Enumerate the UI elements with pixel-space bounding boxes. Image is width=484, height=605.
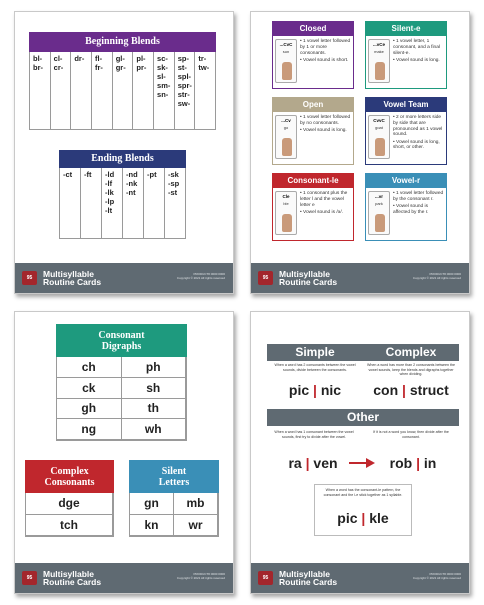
hand-sign-icon: Cle ble [275, 191, 297, 235]
blend-item: bl- [33, 54, 43, 63]
description-point: • 1 consonant plus the letter l and the vowel letter e [300, 191, 348, 208]
syllable-type-title: Vowel-r [366, 174, 446, 188]
syllable-type-card [272, 21, 354, 89]
brand-logo-icon: 95 [22, 571, 37, 585]
syllable-type-title: Closed [273, 22, 353, 36]
blend-item: sc- [157, 54, 168, 63]
syllable-type-card [365, 173, 447, 241]
blend-item: pr- [136, 63, 147, 72]
description-point: • Vowel sound is affected by the r. [393, 204, 429, 215]
card-footer: 95 Multisyllable Routine Cards PRODUCT# 0000 0000 Copyright © 2021 All rights reserved [251, 563, 469, 593]
blend-item: -ct [63, 170, 73, 179]
blend-item: sw- [177, 99, 191, 108]
blend-item: -lf [105, 179, 113, 188]
syllable-type-title: Silent-e [366, 22, 446, 36]
blend-column [144, 168, 165, 238]
blend-item: fr- [95, 63, 103, 72]
description-point: • 1 vowel letter followed by no consonants. [300, 115, 351, 126]
blend-column [133, 52, 154, 129]
hand-sign-icon: ...Cv go [275, 115, 297, 159]
simple-header: Simple [267, 344, 363, 361]
hand-sign-icon: ...vCe make [368, 39, 390, 83]
blend-item: -nk [126, 179, 138, 188]
blend-item: spr- [177, 81, 192, 90]
other-example-word-1: ra | ven [288, 455, 338, 471]
dividing-patterns-card [250, 311, 470, 594]
blend-item: -pt [147, 170, 157, 179]
blend-item: fl- [95, 54, 103, 63]
letter-cell: wh [122, 419, 187, 440]
blend-item: sn- [157, 90, 169, 99]
complex-consonants-grid [25, 493, 114, 537]
blend-item: tr- [198, 54, 207, 63]
syllable-type-description [393, 191, 444, 235]
syllable-type-card [272, 173, 354, 241]
silent-letters-grid [129, 493, 219, 537]
syllable-type-title: Consonant-le [273, 174, 353, 188]
hand-sign-icon: CvvC goat [368, 115, 390, 159]
ending-blends-grid [59, 168, 186, 239]
letter-cell: ck [57, 378, 122, 399]
letter-cell: gh [57, 399, 122, 420]
brand-logo-icon: 95 [258, 271, 273, 285]
description-point: • Vowel sound is long. [300, 128, 347, 134]
letter-cell: ng [57, 419, 122, 440]
digraphs-card [14, 311, 234, 594]
letter-cell: wr [174, 515, 218, 537]
description-point: • Vowel sound is long, short, or other. [393, 139, 440, 151]
complex-description: When a word has more than 2 consonants between the vowel sounds, keep the blends and digraphs together when dividing. [366, 363, 456, 376]
syllable-type-description [300, 115, 351, 159]
consonant-le-example-word: pic | kle [337, 510, 389, 526]
blend-item: -ld [105, 170, 115, 179]
syllable-type-card [365, 21, 447, 89]
complex-consonants-header: Complex Consonants [25, 460, 114, 493]
blend-item: str- [177, 90, 190, 99]
syllable-type-title: Open [273, 98, 353, 112]
letter-cell: kn [130, 515, 174, 537]
letter-cell: ph [122, 357, 187, 378]
ending-blends-header: Ending Blends [59, 150, 186, 168]
letter-cell: th [122, 399, 187, 420]
syllable-type-description [300, 39, 351, 83]
blends-card [14, 11, 234, 294]
blend-item: -nt [126, 188, 136, 197]
blend-item: -lk [105, 188, 114, 197]
simple-description: When a word has 2 consonants between the vowel sounds, divide between the consonants. [274, 363, 356, 372]
blend-item: -lp [105, 197, 115, 206]
description-point: • Vowel sound is short. [300, 57, 349, 63]
other-header: Other [267, 409, 459, 426]
blend-item: sp- [177, 54, 189, 63]
blend-column [154, 52, 175, 129]
syllable-type-description [393, 115, 444, 159]
blend-column [123, 168, 144, 238]
card-footer: 95 Multisyllable Routine Cards PRODUCT# 0000 0000 Copyright © 2021 All rights reserved [15, 563, 233, 593]
syllable-type-title: Vowel Team [366, 98, 446, 112]
blend-item: -sk [168, 170, 179, 179]
blend-item: cl- [53, 54, 63, 63]
blend-item: sk- [157, 63, 168, 72]
complex-header: Complex [363, 344, 459, 361]
beginning-blends-header: Beginning Blends [29, 32, 216, 52]
consonant-digraphs-header: Consonant Digraphs [56, 324, 187, 357]
syllable-type-card [272, 97, 354, 165]
description-point: • 1 vowel letter followed by the consonant r. [393, 191, 444, 202]
blend-item: -lt [105, 206, 113, 215]
blend-column [102, 168, 123, 238]
syllable-type-card [365, 97, 447, 165]
blend-item: gl- [115, 54, 125, 63]
blend-column [195, 52, 215, 129]
description-point: • Vowel sound is long. [393, 57, 440, 63]
description-point: • 1 vowel letter, 1 consonant, and a final silent-e. [393, 39, 440, 56]
complex-example-word: con | struct [373, 382, 449, 398]
blend-item: sm- [157, 81, 171, 90]
description-point: • 1 vowel letter followed by 1 or more consonants. [300, 39, 351, 56]
blend-item: cr- [53, 63, 64, 72]
hand-sign-icon: ...vr park [368, 191, 390, 235]
card-footer: 95 Multisyllable Routine Cards PRODUCT# 0000 0000 Copyright © 2021 All rights reserved [15, 263, 233, 293]
letter-cell: ch [57, 357, 122, 378]
blend-item: -ft [84, 170, 92, 179]
letter-cell: gn [130, 493, 174, 515]
blend-item: sl- [157, 72, 166, 81]
blend-item: tw- [198, 63, 210, 72]
blend-column [71, 52, 92, 129]
blend-item: spl- [177, 72, 192, 81]
letter-cell: tch [26, 515, 113, 537]
blend-item: st- [177, 63, 187, 72]
description-point: • Vowel sound is /ə/. [300, 209, 344, 215]
simple-example-word: pic | nic [288, 382, 342, 398]
blend-column [81, 168, 102, 238]
card-footer: 95 Multisyllable Routine Cards PRODUCT# 0000 0000 Copyright © 2021 All rights reserved [251, 263, 469, 293]
consonant-digraphs-grid [56, 357, 187, 441]
blend-item: dr- [74, 54, 85, 63]
hand-sign-icon: ...CvC sun [275, 39, 297, 83]
brand-logo-icon: 95 [258, 571, 273, 585]
description-point: • 2 or more letters side by side that are pronounced as 1 vowel sound. [393, 115, 443, 138]
other-example-word-2: rob | in [389, 455, 437, 471]
letter-cell: dge [26, 493, 113, 515]
blend-item: -st [168, 188, 178, 197]
blend-item: gr- [115, 63, 126, 72]
blend-column [175, 52, 196, 129]
blend-column [165, 168, 185, 238]
blend-column [92, 52, 113, 129]
letter-cell: mb [174, 493, 218, 515]
brand-logo-icon: 95 [22, 271, 37, 285]
silent-letters-header: Silent Letters [129, 460, 219, 493]
blend-column [113, 52, 134, 129]
syllable-types-card [250, 11, 470, 294]
syllable-type-description [300, 191, 351, 235]
blend-item: -nd [126, 170, 138, 179]
beginning-blends-grid [29, 52, 216, 130]
other-description-1: When a word has 1 consonant between the vowel sounds, first try to divide after the vowel. [274, 430, 354, 439]
letter-cell: sh [122, 378, 187, 399]
other-description-2: If it is not a word you know, then divide after the consonant. [373, 430, 449, 439]
syllable-type-description [393, 39, 444, 83]
blend-item: pl- [136, 54, 146, 63]
consonant-le-description: When a word has the consonant-le pattern, the consonant and the l-e stick together as 1 syllable. [323, 488, 403, 497]
blend-item: br- [33, 63, 43, 72]
blend-column [51, 52, 72, 129]
blend-column [30, 52, 51, 129]
blend-column [60, 168, 81, 238]
blend-item: -sp [168, 179, 180, 188]
